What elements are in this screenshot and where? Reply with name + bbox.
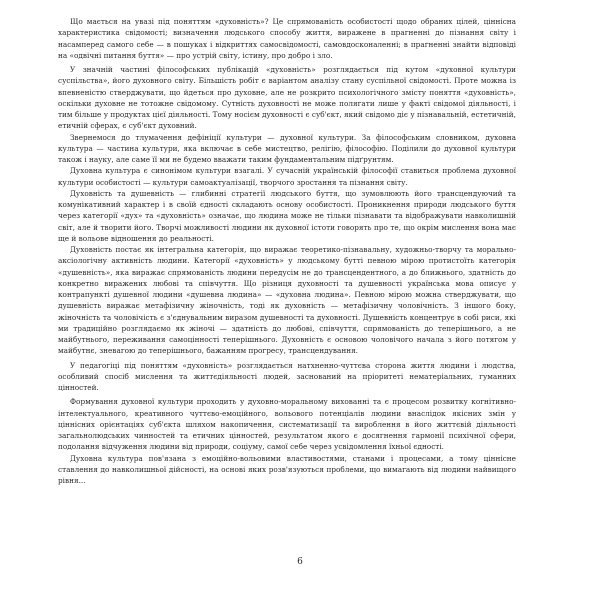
paragraph-1: Що мається на увазі під поняттям «духовність»? Це спрямованість особистості щодо обраних цілей, ціннісна характеристика свідомості; визначення людського способу життя, виражене в прагненні до пізнання світу і насамперед самого себе — в пошуках і відкриттях самосвідомості, самовдосконаленні; в прагненні знайти відповіді на «одвічні питання буття» — про устрій світу, істину, про добро і зло. bbox=[58, 17, 516, 60]
paragraph-6: Духовність постає як інтегральна категорія, що виражає теоретико-пізнавальну, художньо-творчу та морально-аксіологічну активність людини. Категорії «духовність» у людському бутті певною мірою протистоїть категорія «душевність», яка виражає спрямованість людини передусім не до трансцендентного, а до ближнього, здатність до конкретно виражених любові та співчуття. Що різниця духовності та душевності українська мова описує у контрапункті душевної людини «душевна людина» — «духовна людина». Певною мірою можна стверджувати, що душевність виражає метафізичну жіночність, тоді як духовність — метафізичну чоловічність. З іншого боку, жіночність та чоловічість є з'єднувальним виразом душевності та духовності. Душевність концентрує в собі риси, які ми традиційно розглядаємо як жіночі — здатність до любові, співчуття, спрямованість до теперішнього, а не майбутнього, переживання самоцінності теперішнього. Духовність є основою чоловічого начала з його потягом у майбутнє, зневагою до теперішнього, бажанням прогресу, трансцендування. bbox=[58, 245, 516, 356]
paragraph-4: Духовна культура є синонімом культури взагалі. У сучасній українській філософії ставиться проблема духовної культури особистості — культури самоактуалізації, творчого зростання та пізнання світу. bbox=[58, 166, 516, 187]
paragraph-9: Духовна культура пов'язана з емоційно-вольовими властивостями, станами і процесами, а тому ціннісне ставлення до навколишньої дійсності, на основі яких розв'язуються проблеми, що вимагають від людини найвищого рівня... bbox=[58, 453, 516, 485]
paragraph-8: Формування духовної культури проходить у духовно-моральному вихованні та є процесом розвитку когнітивно-інтелектуального, креативного чуттєво-емоційного, вольового потенціалів людини внаслідок якісних змін у ціннісних орієнтаціях суб'єкта шляхом накопичення, систематизації та вироблення в його життєвій діяльності загальнолюдських чинностей та етичних цінностей, результатом якого є досягнення гармонії психічної сфери, подолання відчуження людини від природи, соціуму, самої себе через усвідомлення їхньої єдності. bbox=[58, 397, 516, 452]
paragraph-2: У значній частині філософських публікацій «духовність» розглядається під кутом «духовної культури суспільства», його духовного світу. Більшість робіт є варіантом аналізу стану суспільної свідомості. Проте можна із впевненістю стверджувати, що йдеться про духовне, але не розкрито психологічного змісту поняття «духовність», оскільки духовне не тотожне свідомому. Сутність духовності не може полягати лише у факті свідомої діяльності, і тим більше у продуктах цієї діяльності. Тому носієм духовності є суб'єкт, який свідомо діє у пізнавальній, естетичній, етичній сферах, є суб'єкт духовний. bbox=[58, 65, 516, 131]
paragraph-7: У педагогіці під поняттям «духовність» розглядається натхненно-чуттєва сторона життя людини і людства, особливий спосіб мислення та життєдіяльності людей, заснований на пріоритеті нематеріальних, гуманних цінностей. bbox=[58, 360, 516, 392]
document-body bbox=[58, 16, 516, 486]
paragraph-3: Звернемося до тлумачення дефініції культури — духовної культури. За філософським словником, духовна культура — частина культури, яка включає в себе мистецтво, релігію, філософію. Поділили до духовної культури також і науку, але саме її ми не будемо вважати таким фундаментальним підґрунтям. bbox=[58, 132, 516, 164]
paragraph-5: Духовність та душевність — глибинні стратегії людського буття, що зумовлюють його трансцендуючий та комунікативний характер і в своїй єдності складають основу особистості. Проникнення природи людського буття через категорії «дух» та «духовність» означає, що людина може не тільки пізнавати та відображувати навколишній світ, але й творити його. Творчі можливості людини як духовної істоти говорять про те, що окрім мислення вона має ще й вольове відношення до реальності. bbox=[58, 188, 516, 243]
page-number: 6 bbox=[297, 557, 303, 567]
